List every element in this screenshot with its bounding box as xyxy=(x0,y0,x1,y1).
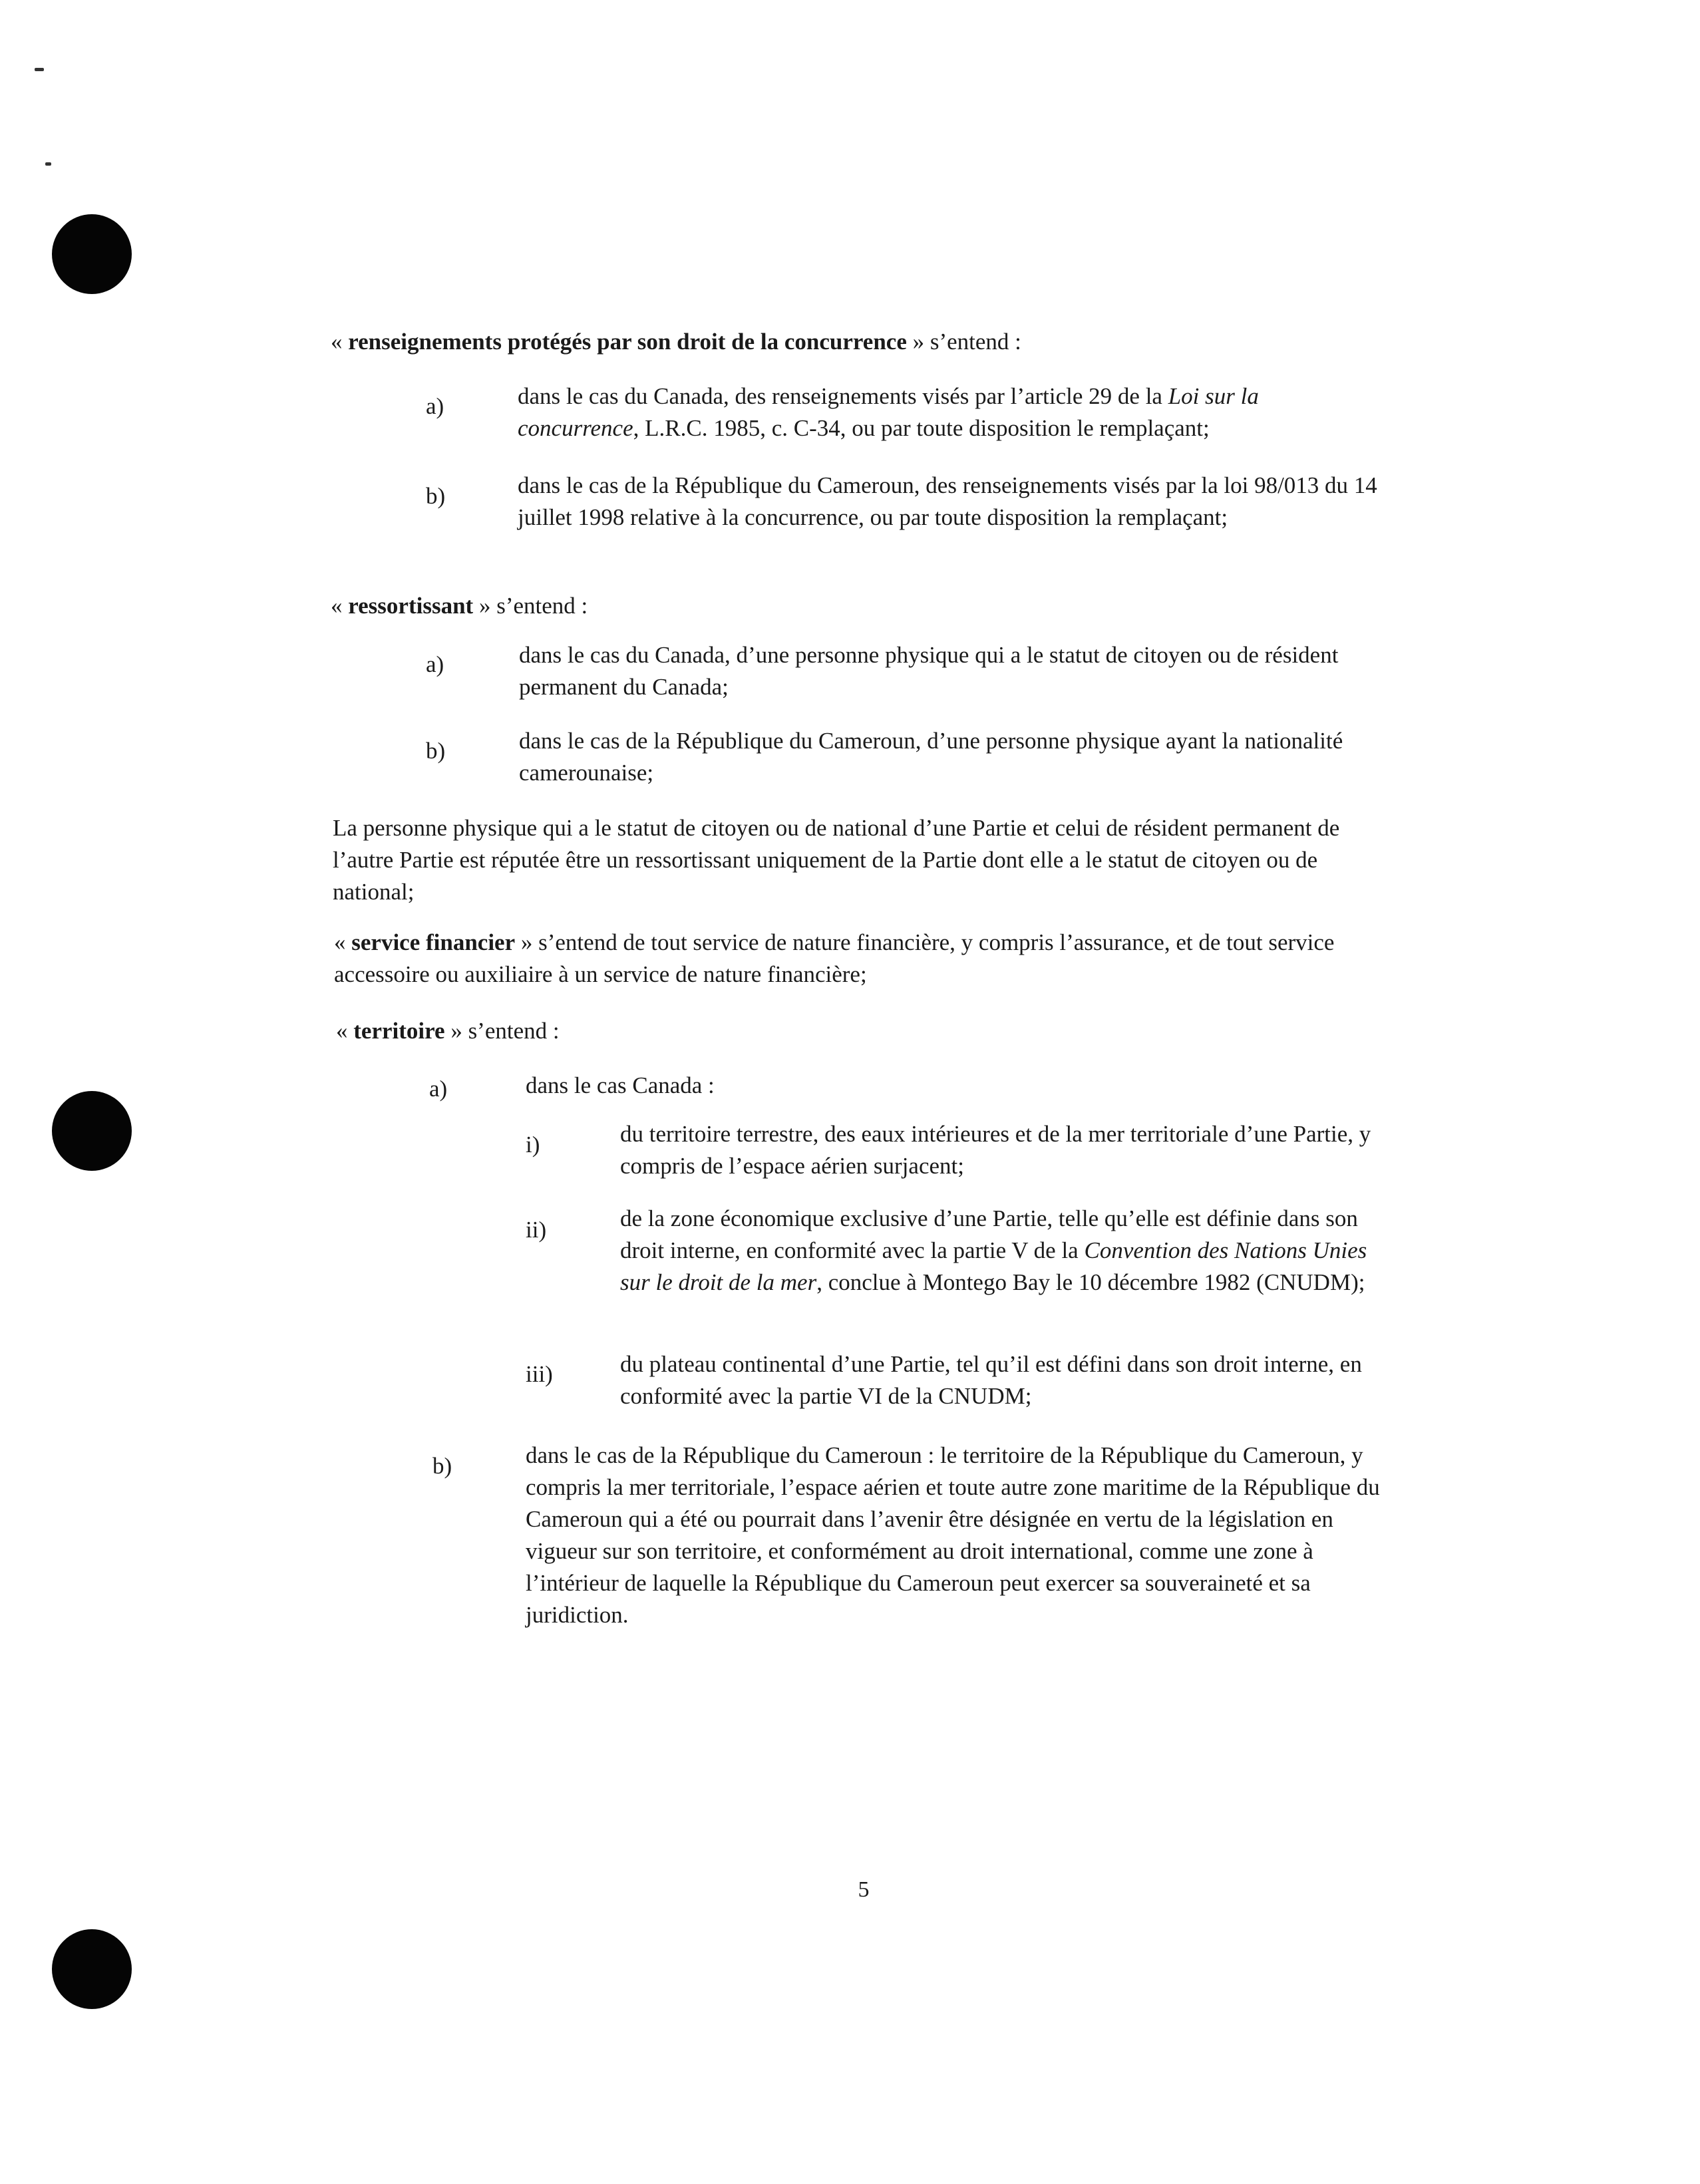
item-label: a) xyxy=(429,1076,448,1102)
item-label: a) xyxy=(426,393,444,419)
quote-close: » s’entend : xyxy=(906,329,1021,355)
defined-term: ressortissant xyxy=(348,593,474,619)
legal-citation: Loi sur la concurrence xyxy=(518,383,1259,441)
page-number: 5 xyxy=(858,1877,870,1902)
defined-term: renseignements protégés par son droit de la concurrence xyxy=(348,329,907,355)
scan-speck xyxy=(35,68,44,71)
list-item: dans le cas du Canada, d’une personne physique qui a le statut de citoyen ou de résident permanent du Canada; xyxy=(519,642,1339,700)
sub-list-item: du plateau continental d’une Partie, tel qu’il est défini dans son droit interne, en conformité avec la partie VI de la CNUDM; xyxy=(620,1351,1362,1409)
item-text: , L.R.C. 1985, c. C-34, ou par toute disposition le remplaçant; xyxy=(633,415,1210,441)
item-label: b) xyxy=(432,1453,452,1479)
quote-open: « xyxy=(334,929,352,955)
item-text: , conclue à Montego Bay le 10 décembre 1982 (CNUDM); xyxy=(816,1269,1365,1295)
list-item: dans le cas de la République du Cameroun, des renseignements visés par la loi 98/013 du 14 juillet 1998 relative à la concurrence, ou par toute disposition la remplaçant; xyxy=(518,472,1377,530)
definition-territoire xyxy=(336,1015,1374,1047)
item-text: de la zone économique exclusive d’une Partie, telle qu’elle est définie dans son droit interne, en conformité avec la partie V de la xyxy=(620,1205,1358,1263)
subitem-label: iii) xyxy=(526,1361,553,1387)
definition-renseignements xyxy=(331,326,1369,358)
punch-hole-middle xyxy=(52,1091,132,1171)
quote-open: « xyxy=(336,1018,354,1044)
list-item: dans le cas Canada : xyxy=(526,1072,715,1098)
sub-list-item: du territoire terrestre, des eaux intérieures et de la mer territoriale d’une Partie, y compris de l’espace aérien surjacent; xyxy=(620,1121,1371,1179)
subitem-label: ii) xyxy=(526,1217,547,1243)
defined-term: territoire xyxy=(353,1018,445,1044)
punch-hole-bottom xyxy=(52,1929,132,2009)
nationality-note: La personne physique qui a le statut de citoyen ou de national d’une Partie et celui de résident permanent de l’autre Partie est réputée être un ressortissant uniquement de la Partie dont elle a le statut de citoyen ou de national; xyxy=(333,815,1340,905)
definition-ressortissant xyxy=(331,590,1369,622)
scan-speck xyxy=(45,162,51,166)
subitem-label: i) xyxy=(526,1132,540,1158)
quote-open: « xyxy=(331,329,349,355)
definition-text: » s’entend de tout service de nature financière, y compris l’assurance, et de tout service accessoire ou auxiliaire à un service de nature financière; xyxy=(334,929,1335,987)
quote-open: « xyxy=(331,593,349,619)
defined-term: service financier xyxy=(351,929,516,955)
item-label: a) xyxy=(426,651,444,677)
quote-close: » s’entend : xyxy=(444,1018,560,1044)
definition-service-financier xyxy=(334,927,1372,991)
list-item: dans le cas de la République du Cameroun : le territoire de la République du Cameroun, y compris la mer territoriale, l’espace aérien et toute autre zone maritime de la République du Cameroun qui a été ou pourrait dans l’avenir être désignée en vertu de la législation en vigueur sur son territoire, et conformément au droit international, comme une zone à l’intérieur de laquelle la République du Cameroun peut exercer sa souveraineté et sa juridiction. xyxy=(526,1442,1380,1628)
item-label: b) xyxy=(426,483,446,509)
legal-citation: Convention des Nations Unies sur le droit de la mer xyxy=(620,1237,1367,1295)
list-item xyxy=(518,381,1383,444)
list-item: dans le cas de la République du Cameroun, d’une personne physique ayant la nationalité camerounaise; xyxy=(519,728,1343,786)
item-text: dans le cas du Canada, des renseignements visés par l’article 29 de la xyxy=(518,383,1168,409)
item-label: b) xyxy=(426,738,446,764)
quote-close: » s’entend : xyxy=(473,593,588,619)
punch-hole-top xyxy=(52,214,132,294)
sub-list-item xyxy=(620,1203,1385,1299)
